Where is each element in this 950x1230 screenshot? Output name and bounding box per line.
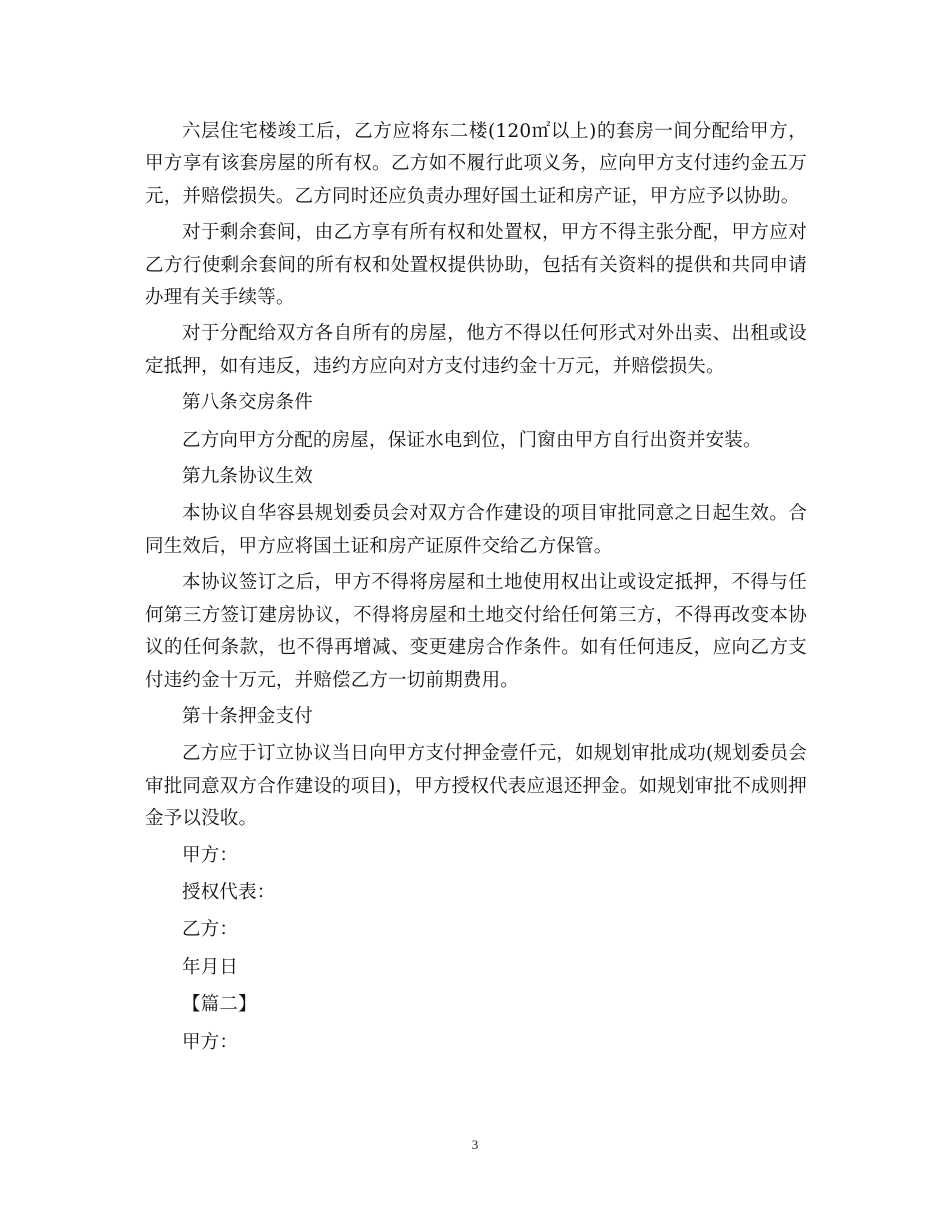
page-number: 3: [471, 1137, 479, 1152]
paragraph-housing-allocation: 六层住宅楼竣工后，乙方应将东二楼(120㎡以上)的套房一间分配给甲方，甲方享有该套房屋的所有权。乙方如不履行此项义务，应向甲方支付违约金五万元，并赔偿损失。乙方同时还应负责办理好国土证和房产证，甲方应予以协助。: [145, 121, 807, 207]
paragraph-deposit-payment: 乙方应于订立协议当日向甲方支付押金壹仟元，如规划审批成功(规划委员会审批同意双方合作建设的项目)，甲方授权代表应退还押金。如规划审批不成则押金予以没收。: [145, 743, 807, 830]
part-two-party-a: 甲方：: [182, 1031, 239, 1053]
paragraph-no-sale-mortgage: 对于分配给双方各自所有的房屋，他方不得以任何形式对外出卖、出租或设定抵押，如有违反，违约方应向对方支付违约金十万元，并赔偿损失。: [145, 323, 807, 377]
signature-authorized-representative: 授权代表：: [182, 881, 276, 903]
document-body: [145, 116, 807, 1064]
article-heading-10: 第十条押金支付: [182, 705, 313, 727]
signature-date: 年月日: [182, 956, 239, 978]
signature-party-a: 甲方：: [182, 844, 239, 866]
paragraph-effective-date: 本协议自华容县规划委员会对双方合作建设的项目审批同意之日起生效。合同生效后，甲方应将国土证和房产证原件交给乙方保管。: [145, 503, 807, 557]
paragraph-delivery-conditions: 乙方向甲方分配的房屋，保证水电到位，门窗由甲方自行出资并安装。: [182, 429, 762, 451]
article-heading-8: 第八条交房条件: [182, 392, 313, 414]
section-heading-part-two: 【篇二】: [182, 994, 257, 1016]
paragraph-party-a-restrictions: 本协议签订之后，甲方不得将房屋和土地使用权出让或设定抵押，不得与任何第三方签订建房协议，不得将房屋和土地交付给任何第三方，不得再改变本协议的任何条款，也不得再增减、变更建房合作条件。如有任何违反，应向乙方支付违约金十万元，并赔偿乙方一切前期费用。: [145, 572, 807, 691]
signature-party-b: 乙方：: [182, 919, 239, 941]
paragraph-remaining-units: 对于剩余套间，由乙方享有所有权和处置权，甲方不得主张分配，甲方应对乙方行使剩余套间的所有权和处置权提供协助，包括有关资料的提供和共同申请办理有关手续等。: [145, 222, 807, 309]
article-heading-9: 第九条协议生效: [182, 466, 313, 488]
